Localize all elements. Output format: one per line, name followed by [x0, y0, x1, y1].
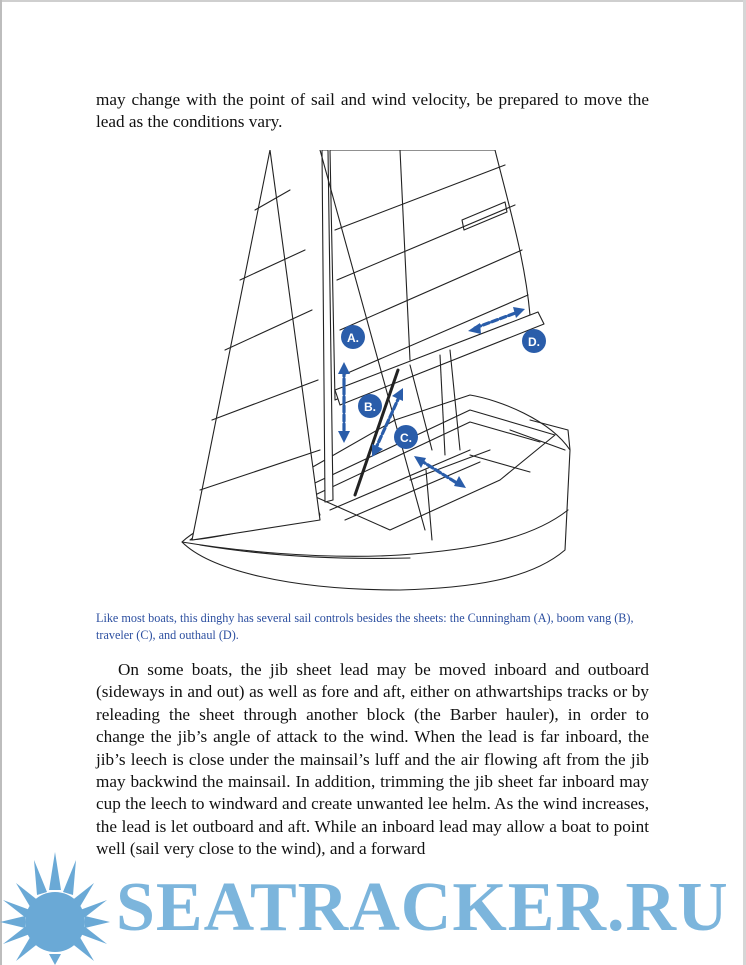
page-edge-left	[0, 0, 2, 965]
svg-text:D.: D.	[528, 335, 540, 349]
label-a	[341, 325, 365, 349]
label-d	[522, 329, 546, 353]
paragraph-top: may change with the point of sail and wind velocity, be prepared to move the lead as the conditions vary.	[96, 90, 649, 132]
label-b	[358, 394, 382, 418]
figure-caption: Like most boats, this dinghy has several sail controls besides the sheets: the Cunningham (A), boom vang (B), traveler (C), and outhaul (D).	[96, 611, 634, 642]
svg-text:C.: C.	[400, 431, 412, 445]
page-edge	[0, 0, 746, 2]
svg-text:B.: B.	[364, 400, 376, 414]
paragraph-main: On some boats, the jib sheet lead may be moved inboard and outboard (sideways in and out) as well as fore and aft, either on athwartships tracks or by releading the sheet through another block (the Barber hauler), in order to change the jib’s angle of attack to the wind. When the lead is far inboard, the jib’s leech is close under the mainsail’s luff and the air flowing aft from the jib may backwind the mainsail. In addition, trimming the jib sheet far inboard may cup the leech to windward and create unwanted lee helm. As the wind increases, the lead is let outboard and aft. While an inboard lead may allow a boat to point well (sail very close to the wind), and a forward	[96, 660, 649, 859]
svg-text:A.: A.	[347, 331, 359, 345]
jib-sail	[192, 150, 320, 540]
watermark-text: SEATRACKER.RU	[116, 869, 729, 946]
dinghy-illustration	[170, 150, 580, 605]
label-c	[394, 425, 418, 449]
